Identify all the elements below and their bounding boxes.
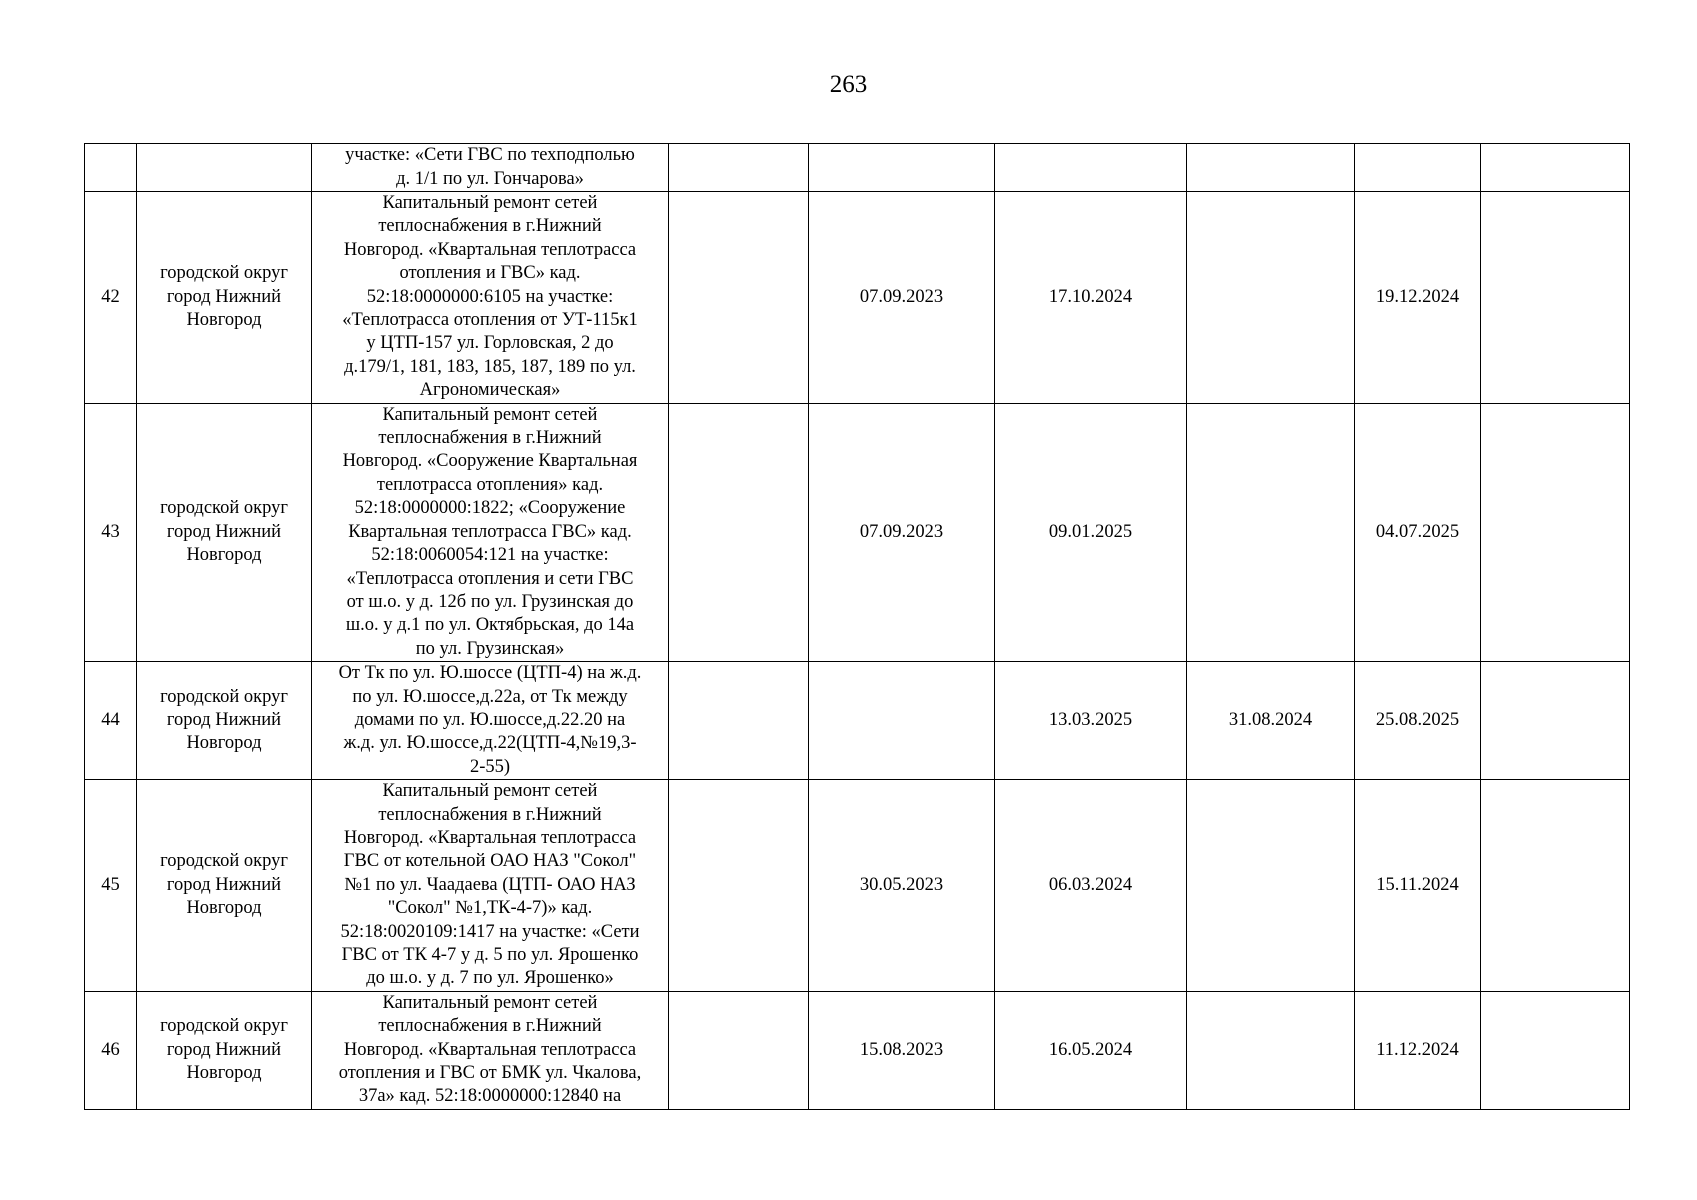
- column-7-date-cell: [1187, 780, 1355, 992]
- column-6-date-cell: 09.01.2025: [995, 403, 1187, 661]
- municipality-cell-line: город Нижний: [166, 286, 282, 307]
- description-cell-line: 52:18:0060054:121 на участке:: [371, 545, 609, 566]
- municipality-cell-line: городской округ: [160, 498, 288, 519]
- description-cell-line: 37а» кад. 52:18:0000000:12840 на: [358, 1086, 622, 1107]
- description-cell-line: Агрономическая»: [419, 380, 561, 401]
- municipality-cell: [137, 144, 312, 192]
- municipality-cell-line: город Нижний: [166, 874, 282, 895]
- description-cell-line: 52:18:0020109:1417 на участке: «Сети: [340, 921, 640, 942]
- municipality-cell-line: Новгород: [186, 545, 262, 566]
- row-number-cell: 44: [85, 662, 137, 780]
- column-6-date-cell: 16.05.2024: [995, 991, 1187, 1109]
- description-cell-line: теплотрасса отопления» кад.: [376, 474, 604, 495]
- description-cell-line: 52:18:0000000:1822; «Сооружение: [354, 498, 626, 519]
- description-cell-line: "Сокол" №1,ТК-4-7)» кад.: [387, 898, 593, 919]
- description-cell-line: Квартальная теплотрасса ГВС» кад.: [348, 521, 632, 542]
- description-cell-line: до ш.о. у д. 7 по ул. Ярошенко»: [366, 968, 614, 989]
- column-9-cell: [1481, 780, 1630, 992]
- description-cell-line: д. 1/1 по ул. Гончарова»: [396, 168, 584, 189]
- municipality-cell-line: Новгород: [186, 310, 262, 331]
- description-cell-line: теплоснабжения в г.Нижний: [378, 216, 602, 237]
- column-8-date-cell: 19.12.2024: [1355, 192, 1481, 404]
- description-cell-line: Новгород. «Сооружение Квартальная: [342, 451, 638, 472]
- description-cell-line: 52:18:0000000:6105 на участке:: [366, 286, 614, 307]
- column-7-date-cell: [1187, 991, 1355, 1109]
- municipality-cell-line: городской округ: [160, 263, 288, 284]
- description-cell-line: Капитальный ремонт сетей: [382, 404, 598, 425]
- description-cell-line: От Тк по ул. Ю.шоссе (ЦТП-4) на ж.д.: [338, 663, 642, 684]
- table-row: [85, 991, 1630, 1109]
- description-cell-line: по ул. Грузинская»: [415, 638, 565, 659]
- description-cell-line: Капитальный ремонт сетей: [382, 781, 598, 802]
- column-9-cell: [1481, 192, 1630, 404]
- description-cell-line: теплоснабжения в г.Нижний: [378, 1016, 602, 1037]
- column-5-date-cell: 07.09.2023: [809, 192, 995, 404]
- description-cell-line: «Теплотрасса отопления от УТ-115к1: [342, 310, 638, 331]
- description-cell: [312, 662, 669, 780]
- column-5-date-cell: 07.09.2023: [809, 403, 995, 661]
- column-5-date-cell: [809, 144, 995, 192]
- table-row: [85, 780, 1630, 992]
- description-cell-line: Новгород. «Квартальная теплотрасса: [343, 239, 637, 260]
- description-cell: [312, 192, 669, 404]
- description-cell-line: №1 по ул. Чаадаева (ЦТП- ОАО НАЗ: [344, 874, 636, 895]
- page-number: 263: [829, 71, 868, 98]
- description-cell-line: «Теплотрасса отопления и сети ГВС: [346, 568, 634, 589]
- municipality-cell-line: городской округ: [160, 686, 288, 707]
- column-7-date-cell: 31.08.2024: [1187, 662, 1355, 780]
- municipality-cell: [137, 403, 312, 661]
- column-9-cell: [1481, 662, 1630, 780]
- municipality-cell-line: город Нижний: [166, 1039, 282, 1060]
- municipality-cell: [137, 662, 312, 780]
- description-cell: [312, 403, 669, 661]
- column-8-date-cell: 04.07.2025: [1355, 403, 1481, 661]
- column-8-date-cell: 11.12.2024: [1355, 991, 1481, 1109]
- municipality-cell-line: Новгород: [186, 1063, 262, 1084]
- description-cell-line: теплоснабжения в г.Нижний: [378, 804, 602, 825]
- municipality-cell-line: город Нижний: [166, 709, 282, 730]
- column-4-cell: [669, 403, 809, 661]
- column-4-cell: [669, 662, 809, 780]
- column-7-date-cell: [1187, 144, 1355, 192]
- table-row: [85, 662, 1630, 780]
- description-cell-line: ГВС от ТК 4-7 у д. 5 по ул. Ярошенко: [341, 945, 639, 965]
- municipality-cell-line: городской округ: [160, 851, 288, 872]
- description-cell-line: по ул. Ю.шоссе,д.22а, от Тк между: [352, 686, 628, 707]
- row-number-cell: 46: [85, 991, 137, 1109]
- table-row: [85, 192, 1630, 404]
- description-cell-line: от ш.о. у д. 12б по ул. Грузинская до: [346, 591, 634, 612]
- column-6-date-cell: 06.03.2024: [995, 780, 1187, 992]
- column-8-date-cell: 15.11.2024: [1355, 780, 1481, 992]
- description-cell-line: теплоснабжения в г.Нижний: [378, 428, 602, 449]
- column-9-cell: [1481, 991, 1630, 1109]
- table-body: [85, 144, 1630, 1110]
- description-cell: [312, 991, 669, 1109]
- description-cell-line: 2-55): [469, 756, 511, 777]
- description-cell-line: ш.о. у д.1 по ул. Октябрьская, до 14а: [345, 615, 635, 636]
- column-5-date-cell: 15.08.2023: [809, 991, 995, 1109]
- description-cell-line: Новгород. «Квартальная теплотрасса: [343, 827, 637, 848]
- description-cell-line: ж.д. ул. Ю.шоссе,д.22(ЦТП-4,№19,3-: [343, 733, 637, 754]
- column-8-date-cell: [1355, 144, 1481, 192]
- municipality-cell: [137, 780, 312, 992]
- column-9-cell: [1481, 403, 1630, 661]
- column-5-date-cell: 30.05.2023: [809, 780, 995, 992]
- column-4-cell: [669, 192, 809, 404]
- column-6-date-cell: 17.10.2024: [995, 192, 1187, 404]
- description-cell: [312, 144, 669, 192]
- table-row: [85, 403, 1630, 661]
- row-number-cell: 43: [85, 403, 137, 661]
- column-7-date-cell: [1187, 403, 1355, 661]
- description-cell-line: ГВС от котельной ОАО НАЗ "Сокол": [343, 851, 637, 872]
- table-row: [85, 144, 1630, 192]
- description-cell-line: отопления и ГВС от БМК ул. Чкалова,: [338, 1063, 642, 1084]
- column-4-cell: [669, 780, 809, 992]
- column-9-cell: [1481, 144, 1630, 192]
- municipality-cell-line: Новгород: [186, 898, 262, 919]
- municipality-cell: [137, 991, 312, 1109]
- description-cell-line: у ЦТП-157 ул. Горловская, 2 до: [366, 333, 614, 354]
- column-6-date-cell: 13.03.2025: [995, 662, 1187, 780]
- column-7-date-cell: [1187, 192, 1355, 404]
- municipality-cell-line: Новгород: [186, 733, 262, 754]
- works-table: [84, 143, 1630, 1110]
- row-number-cell: 45: [85, 780, 137, 992]
- column-4-cell: [669, 991, 809, 1109]
- description-cell-line: д.179/1, 181, 183, 185, 187, 189 по ул.: [344, 356, 636, 377]
- municipality-cell: [137, 192, 312, 404]
- description-cell-line: домами по ул. Ю.шоссе,д.22.20 на: [354, 709, 626, 730]
- description-cell-line: отопления и ГВС» кад.: [399, 263, 581, 284]
- municipality-cell-line: город Нижний: [166, 521, 282, 542]
- column-6-date-cell: [995, 144, 1187, 192]
- description-cell: [312, 780, 669, 992]
- description-cell-line: Капитальный ремонт сетей: [382, 193, 598, 213]
- column-4-cell: [669, 144, 809, 192]
- description-cell-line: Капитальный ремонт сетей: [382, 992, 598, 1013]
- column-5-date-cell: [809, 662, 995, 780]
- description-cell-line: Новгород. «Квартальная теплотрасса: [343, 1039, 637, 1060]
- row-number-cell: [85, 144, 137, 192]
- column-8-date-cell: 25.08.2025: [1355, 662, 1481, 780]
- row-number-cell: 42: [85, 192, 137, 404]
- description-cell-line: участке: «Сети ГВС по техподполью: [345, 145, 635, 166]
- municipality-cell-line: городской округ: [160, 1016, 288, 1037]
